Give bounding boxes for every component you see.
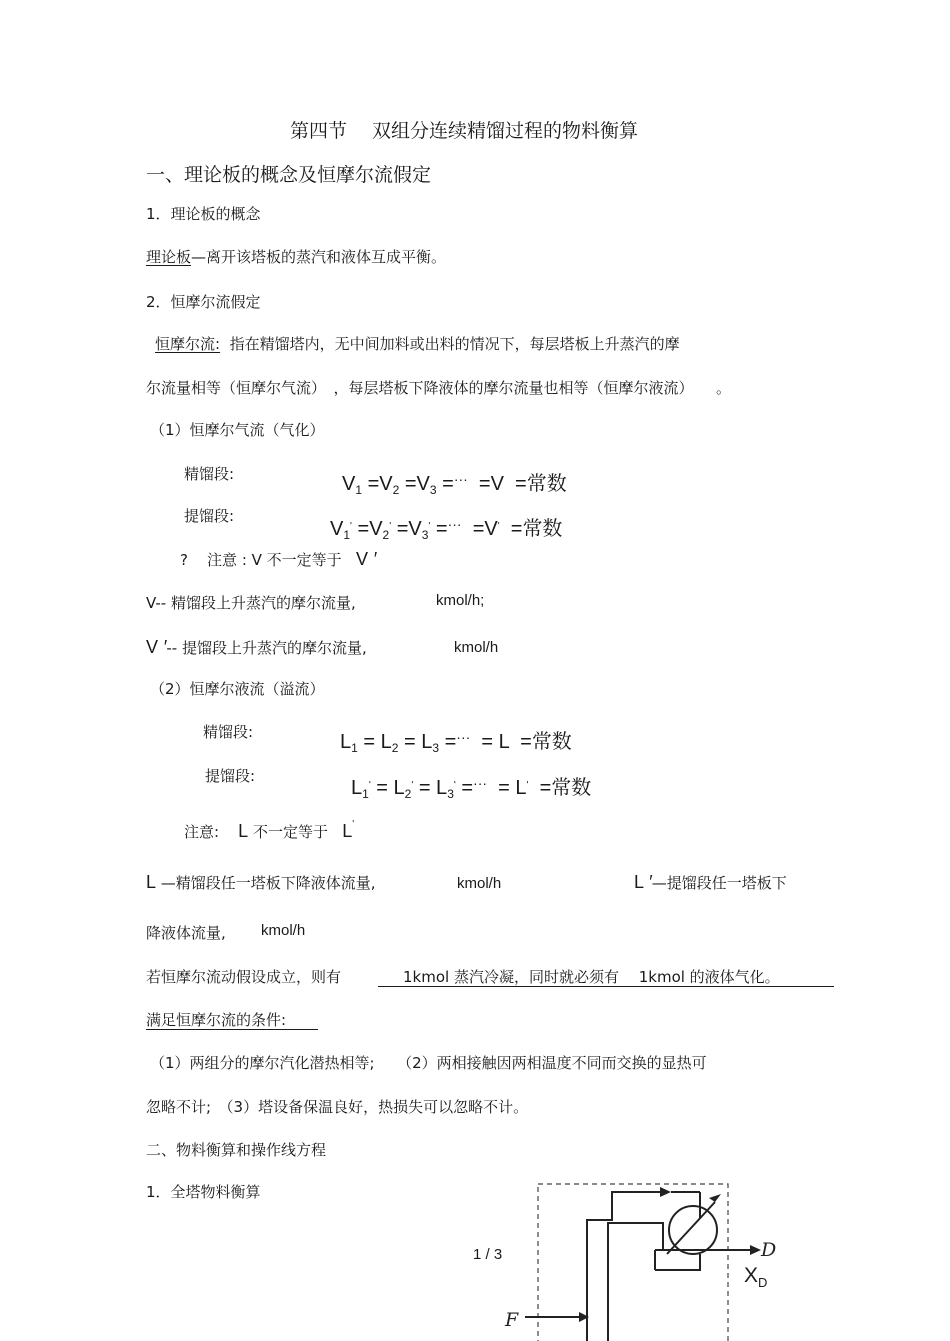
l-prime-symbol: L ′	[634, 872, 652, 892]
note-l-line	[184, 819, 354, 842]
cmf-term: 恒摩尔流:	[155, 335, 221, 353]
vp-definition: -- 提馏段上升蒸汽的摩尔流量,	[166, 639, 367, 657]
subsection-1-1: 1．理论板的概念	[146, 205, 261, 223]
l-unit: kmol/h	[457, 875, 502, 892]
section-2-heading: 二、物料衡算和操作线方程	[146, 1141, 327, 1159]
note-v-text: 注意 : V 不一定等于	[207, 551, 342, 569]
page-title: 第四节 双组分连续精馏过程的物料衡算	[290, 120, 639, 142]
v-unit: kmol/h;	[436, 592, 485, 609]
liquid-strip-equation: $L_1' = L_2' = L_3' =^{\cdot\cdot\cdot} = L'$ =常数	[351, 775, 592, 801]
condition-sentence-pre: 若恒摩尔流动假设成立，则有	[146, 968, 342, 986]
note-marker: ?	[180, 551, 188, 569]
distillate-arrow	[750, 1245, 761, 1255]
condenser-arrow-head	[709, 1194, 721, 1202]
l-prime-symbol: L'	[342, 819, 355, 841]
l-definition-line	[146, 872, 376, 893]
note-l-text: 注意:	[184, 823, 220, 841]
eq-dots: ···	[453, 471, 468, 487]
distillation-column-diagram	[495, 1170, 815, 1341]
liquid-rect-label: 精馏段:	[203, 723, 254, 741]
lp-definition-2: 降液体流量,	[146, 924, 226, 942]
reflux-loop	[655, 1254, 700, 1270]
condition-sentence-post: 1kmol 蒸汽冷凝，同时就必须有 1kmol 的液体气化。	[403, 968, 780, 986]
feed-label: F	[505, 1309, 519, 1331]
vapor-arrow	[660, 1187, 671, 1197]
vapor-strip-equation: $V_1' =V_2' =V_3' =^{\cdot\cdot\cdot} =V'$ =常数	[330, 516, 563, 542]
vapor-strip-label: 提馏段:	[184, 507, 235, 525]
v-prime-symbol: V ′	[146, 637, 167, 657]
vapor-flow-heading: （1）恒摩尔气流（气化）	[150, 421, 325, 439]
cmf-definition-1: 指在精馏塔内，无中间加料或出料的情况下，每层塔板上升蒸汽的摩	[229, 335, 680, 353]
vp-definition-line	[146, 637, 367, 658]
subsection-1-2: 2．恒摩尔流假定	[146, 293, 261, 311]
column-vapor-line	[587, 1192, 660, 1341]
const-word: 常数	[526, 473, 567, 495]
condenser-arrow-line	[667, 1202, 715, 1254]
note-l-mid: 不一定等于	[252, 823, 328, 841]
theory-plate-definition: —离开该塔板的蒸汽和液体互成平衡。	[191, 248, 447, 266]
vapor-rect-label: 精馏段:	[184, 465, 235, 483]
conditions-title: 满足恒摩尔流的条件:	[146, 1011, 287, 1029]
xd-symbol: X	[744, 1264, 759, 1287]
cmf-line-1	[155, 333, 680, 354]
v-prime-symbol: V ′	[355, 549, 377, 569]
vapor-rect-equation: $V_1 =V_2 =V_3 =^{\cdot\cdot\cdot} =V$ =常数	[342, 471, 567, 497]
distillate-composition-label	[744, 1264, 767, 1290]
eq-dots: ···	[447, 516, 462, 532]
l-symbol: L	[146, 872, 157, 892]
condenser-icon	[669, 1206, 717, 1254]
liquid-flow-heading: （2）恒摩尔液流（溢流）	[150, 680, 325, 698]
note-v-line	[180, 549, 376, 570]
eq-dots: ···	[473, 775, 488, 791]
lp-definition-line	[634, 872, 787, 893]
const-word: 常数	[522, 518, 563, 540]
section-1-heading: 一、理论板的概念及恒摩尔流假定	[146, 164, 432, 186]
xd-subscript: D	[758, 1275, 768, 1291]
liquid-rect-equation: $L_1 = L_2 = L_3 =^{\cdot\cdot\cdot} = L$ =常数	[340, 729, 572, 755]
theory-plate-line	[146, 246, 446, 267]
l-symbol: L	[238, 821, 249, 841]
distillate-label: D	[761, 1239, 777, 1261]
v-definition: V-- 精馏段上升蒸汽的摩尔流量,	[146, 594, 356, 612]
theory-plate-term: 理论板	[146, 248, 192, 266]
liquid-strip-label: 提馏段:	[205, 767, 256, 785]
column-right-wall	[608, 1223, 663, 1341]
cmf-definition-2: 尔流量相等（恒摩尔气流） ，每层塔板下降液体的摩尔流量也相等（恒摩尔液流） 。	[146, 379, 732, 397]
const-word: 常数	[551, 777, 592, 799]
vp-unit: kmol/h	[454, 639, 499, 656]
lp-unit: kmol/h	[261, 922, 306, 939]
eq-dots: ···	[456, 729, 471, 745]
lp-definition: —提馏段任一塔板下	[651, 874, 787, 892]
condition-list-1: （1）两组分的摩尔汽化潜热相等; （2）两相接触因两相温度不同而交换的显热可	[150, 1054, 707, 1072]
const-word: 常数	[531, 731, 572, 753]
subsection-2-1: 1．全塔物料衡算	[146, 1183, 261, 1201]
page-number: 1 / 3	[473, 1246, 503, 1263]
conditions-title-underline	[146, 1029, 318, 1030]
condition-list-2: 忽略不计; （3）塔设备保温良好，热损失可以忽略不计。	[146, 1098, 529, 1116]
l-definition: —精馏段任一塔板下降液体流量,	[160, 874, 376, 892]
condition-underline	[378, 986, 834, 987]
